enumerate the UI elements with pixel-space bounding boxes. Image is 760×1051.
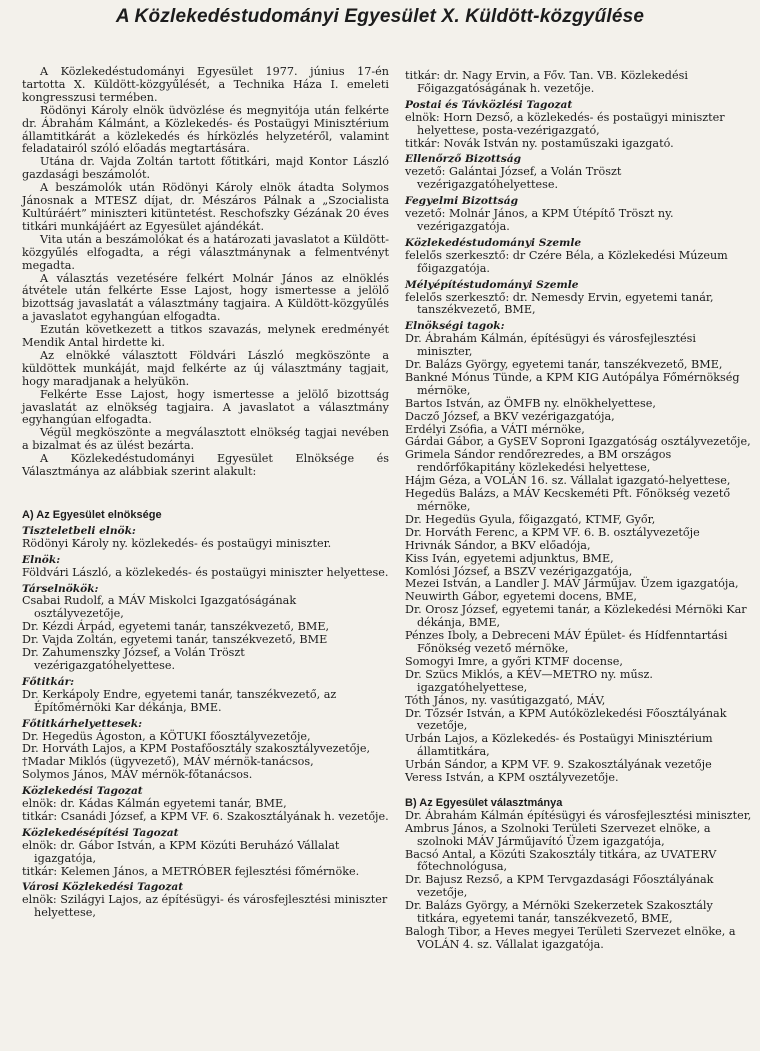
intro-paragraphs [22, 66, 389, 479]
member-entry: Dr. Vajda Zoltán, egyetemi tanár, tanszékvezető, BME [22, 633, 328, 647]
member-entry: elnök: Szilágyi Lajos, az építésügyi- és városfejlesztési miniszter helyettese, [22, 893, 388, 920]
member-entry: Földvári László, a közlekedés- és postaügyi miniszter helyettese. [22, 565, 389, 579]
member-entry: Dr. Szücs Miklós, a KÉV—METRO ny. műsz. igazgatóhelyettese, [405, 667, 653, 694]
intro-paragraph: A választás vezetésére felkért Molnár János az elnöklés átvétele után felkérte Esse Lajost, hogy ismertesse a jelölő bizottság javaslatát a választmány tagjaira. A Küldött-közgyűlés a javaslatot egyhangúan elfogadta. [22, 271, 389, 324]
member-entry: Rödönyi Károly ny. közlekedés- és postaügyi miniszter. [22, 536, 332, 550]
member-entry: elnök: dr. Kádas Kálmán egyetemi tanár, BME, [22, 797, 287, 811]
member-entry: Dr. Hegedüs Ágoston, a KÖTUKI főosztályvezetője, [22, 729, 311, 743]
section-b-entries [405, 810, 753, 952]
member-entry: felelős szerkesztő: dr. Nemesdy Ervin, egyetemi tanár, tanszékvezető, BME, [405, 290, 714, 317]
section-a-groups [22, 525, 389, 920]
group-title: Társelnökök: [22, 582, 99, 595]
group-title: Közlekedési Tagozat [22, 785, 143, 798]
member-entry: Grimela Sándor rendőrezredes, a BM országos rendőrfőkapitány közlekedési helyettese, [405, 448, 672, 475]
group-title: Tiszteletbeli elnök: [22, 524, 136, 537]
member-entry: Urbán Lajos, a Közlekedés- és Postaügyi Minisztérium államtitkára, [405, 732, 713, 759]
member-entry: Neuwirth Gábor, egyetemi docens, BME, [405, 590, 637, 604]
member-entry: titkár: Kelemen János, a METRÓBER fejlesztési főmérnöke. [22, 864, 360, 878]
member-entry: titkár: Novák István ny. postaműszaki igazgató. [405, 136, 674, 150]
member-entry: Dr. Kerkápoly Endre, egyetemi tanár, tanszékvezető, az Építőmérnöki Kar dékánja, BME. [22, 687, 337, 714]
intro-paragraph: A Közlekedéstudományi Egyesület Elnöksége és Választmánya az alábbiak szerint alakult: [22, 452, 389, 479]
intro-paragraph: A beszámolók után Rödönyi Károly elnök átadta Solymos Jánosnak a MTESZ díjat, dr. Mészáros Pálnak a „Szocialista Kultúráért” miniszteri kitüntetést. Reschofszky Gézának 20 éves titkári munkájáért az Egyesület ajándékát. [22, 181, 389, 233]
intro-paragraph: Az elnökké választott Földvári László megköszönte a küldöttek munkáját, majd felkérte az új választmány tagjait, hogy maradjanak a helyükön. [22, 348, 389, 388]
section-b-heading: B) Az Egyesület választmánya [405, 796, 563, 809]
group-title: Főtitkárhelyettesek: [22, 717, 143, 730]
member-entry: titkár: Csanádi József, a KPM VF. 6. Szakosztályának h. vezetője. [22, 809, 389, 823]
member-entry: Dr. Horváth Lajos, a KPM Postafőosztály szakosztályvezetője, [22, 742, 371, 756]
member-entry: Dr. Kézdi Árpád, egyetemi tanár, tanszékvezető, BME, [22, 620, 330, 634]
member-entry: †Madar Miklós (ügyvezető), MÁV mérnök-tanácsos, [22, 755, 314, 769]
group-title: Elnökségi tagok: [405, 320, 505, 333]
member-entry: elnök: Horn Dezső, a közlekedés- és postaügyi miniszter helyettese, posta-vezérigazgató, [405, 110, 725, 137]
member-entry: Dr. Ábrahám Kálmán építésügyi és városfejlesztési miniszter, [405, 808, 752, 822]
member-entry: Urbán Sándor, a KPM VF. 9. Szakosztályának vezetője [405, 758, 712, 772]
left-column [22, 66, 389, 920]
article-title: A Közlekedéstudományi Egyesület X. Küldött-közgyűlése [115, 6, 645, 27]
group-title: Közlekedéstudományi Szemle [405, 236, 582, 249]
member-entry: Pénzes Iboly, a Debreceni MÁV Épület- és Hídfenntartási Főnökség vezető mérnöke, [405, 629, 728, 655]
member-entry: Bankné Mónus Tünde, a KPM KIG Autópálya Főmérnökség mérnöke, [405, 370, 740, 397]
intro-paragraph: Ezután következett a titkos szavazás, melynek eredményét Mendik Antal hirdette ki. [22, 323, 389, 350]
intro-paragraph: Utána dr. Vajda Zoltán tartott főtitkári, majd Kontor László gazdasági beszámolót. [22, 155, 389, 182]
member-entry: Tóth János, ny. vasútigazgató, MÁV, [405, 693, 606, 707]
intro-paragraph: Felkérte Esse Lajost, hogy ismertesse a jelölő bizottság javaslatát az elnökség tagjaira. A javaslatot a választmány egyhangúan elfogadta. [22, 387, 389, 427]
member-entry: titkár: dr. Nagy Ervin, a Főv. Tan. VB. Közlekedési Főigazgatóságának h. vezetője. [405, 69, 688, 95]
member-entry: Dr. Balázs György, egyetemi tanár, tanszékvezető, BME, [405, 358, 723, 372]
member-entry: Gárdai Gábor, a GySEV Soproni Igazgatóság osztályvezetője, [405, 435, 751, 449]
member-entry: Erdélyi Zsófia, a VÁTI mérnöke, [405, 422, 585, 436]
group-title: Városi Közlekedési Tagozat [22, 881, 184, 894]
member-entry: Komlósi József, a BSZV vezérigazgatója, [405, 564, 633, 578]
member-entry: Somogyi Imre, a győri KTMF docense, [405, 654, 623, 668]
member-entry: Balogh Tibor, a Heves megyei Területi Szervezet elnöke, a VOLÁN 4. sz. Vállalat igazgatója. [405, 925, 736, 951]
member-entry: Dr. Bajusz Rezső, a KPM Tervgazdasági Főosztályának vezetője, [405, 873, 714, 900]
member-entry: Dr. Tőzsér István, a KPM Autóközlekedési Főosztályának vezetője, [405, 706, 727, 733]
right-column [405, 70, 753, 952]
member-entry: Dr. Hegedüs Gyula, főigazgató, KTMF, Győr, [405, 512, 656, 526]
member-entry: Dr. Balázs György, a Mérnöki Szekerzetek Szakosztály titkára, egyetemi tanár, tanszékvezető, BME, [405, 899, 713, 926]
member-entry: Bartos István, az ÖMFB ny. elnökhelyettese, [405, 396, 656, 410]
section-a-heading: A) Az Egyesület elnöksége [22, 509, 162, 521]
right-groups [405, 99, 753, 785]
member-entry: Bacsó Antal, a Közúti Szakosztály titkára, az UVATERV főtechnológusa, [405, 847, 717, 874]
member-entry: Mezei István, a Landler J. MÁV Járműjav. Üzem igazgatója, [405, 577, 739, 591]
member-entry: Veress István, a KPM osztályvezetője. [405, 771, 619, 785]
continued-entries [405, 70, 753, 96]
member-entry: Hájm Géza, a VOLÁN 16. sz. Vállalat igazgató-helyettese, [405, 474, 731, 488]
member-entry: Dacző József, a BKV vezérigazgatója, [405, 409, 615, 423]
intro-paragraph: A Közlekedéstudományi Egyesület 1977. június 17-én tartotta X. Küldött-közgyűlését, a Technika Háza I. emeleti kongresszusi termében. [22, 65, 389, 104]
group-title: Közlekedésépítési Tagozat [22, 826, 179, 839]
member-entry: Dr. Horváth Ferenc, a KPM VF. 6. B. osztályvezetője [405, 525, 700, 539]
group-title: Postai és Távközlési Tagozat [405, 98, 573, 111]
member-entry: Hegedüs Balázs, a MÁV Kecskeméti Pft. Főnökség vezető mérnöke, [405, 487, 731, 513]
member-entry: Dr. Zahumenszky József, a Volán Tröszt vezérigazgatóhelyettese. [22, 646, 245, 672]
member-entry: Solymos János, MÁV mérnök-főtanácsos. [22, 768, 253, 782]
member-entry: Hrivnák Sándor, a BKV előadója, [405, 538, 591, 552]
group-title: Főtitkár: [22, 675, 75, 688]
group-title: Fegyelmi Bizottság [405, 195, 519, 208]
member-entry: Dr. Orosz József, egyetemi tanár, a Közlekedési Mérnöki Kar dékánja, BME, [405, 603, 747, 630]
member-entry: Kiss Iván, egyetemi adjunktus, BME, [405, 551, 614, 565]
member-entry: Dr. Ábrahám Kálmán, építésügyi és városfejlesztési miniszter, [405, 332, 696, 359]
intro-paragraph: Rödönyi Károly elnök üdvözlése és megnyitója után felkérte dr. Ábrahám Kálmánt, a Közlekedés- és Postaügyi Minisztérium államtitkárát a közlekedés és hírközlés helyzetéről, valamint feladatairól szóló előadás megtartására. [22, 103, 389, 156]
member-entry: vezető: Molnár János, a KPM Útépítő Tröszt ny. vezérigazgatója. [405, 207, 674, 233]
intro-paragraph: Végül megköszönte a megválasztott elnökség tagjai nevében a bizalmat és az ülést bezárta. [22, 426, 389, 453]
group-title: Elnök: [22, 553, 61, 566]
member-entry: elnök: dr. Gábor István, a KPM Közúti Beruházó Vállalat igazgatója, [22, 838, 340, 865]
intro-paragraph: Vita után a beszámolókat és a határozati javaslatot a Küldött-közgyűlés elfogadta, a régi választmánynak a felmentvényt megadta. [22, 232, 389, 272]
member-entry: felelős szerkesztő: dr Czére Béla, a Közlekedési Múzeum főigazgatója. [405, 248, 728, 275]
member-entry: vezető: Galántai József, a Volán Tröszt vezérigazgatóhelyettese. [405, 165, 622, 192]
member-entry: Csabai Rudolf, a MÁV Miskolci Igazgatóságának osztályvezetője, [22, 594, 297, 621]
group-title: Ellenőrző Bizottság [405, 153, 522, 166]
member-entry: Ambrus János, a Szolnoki Területi Szervezet elnöke, a szolnoki MÁV Járműjavító Üzem igazgatója, [405, 821, 711, 848]
group-title: Mélyépítéstudományi Szemle [405, 278, 579, 291]
